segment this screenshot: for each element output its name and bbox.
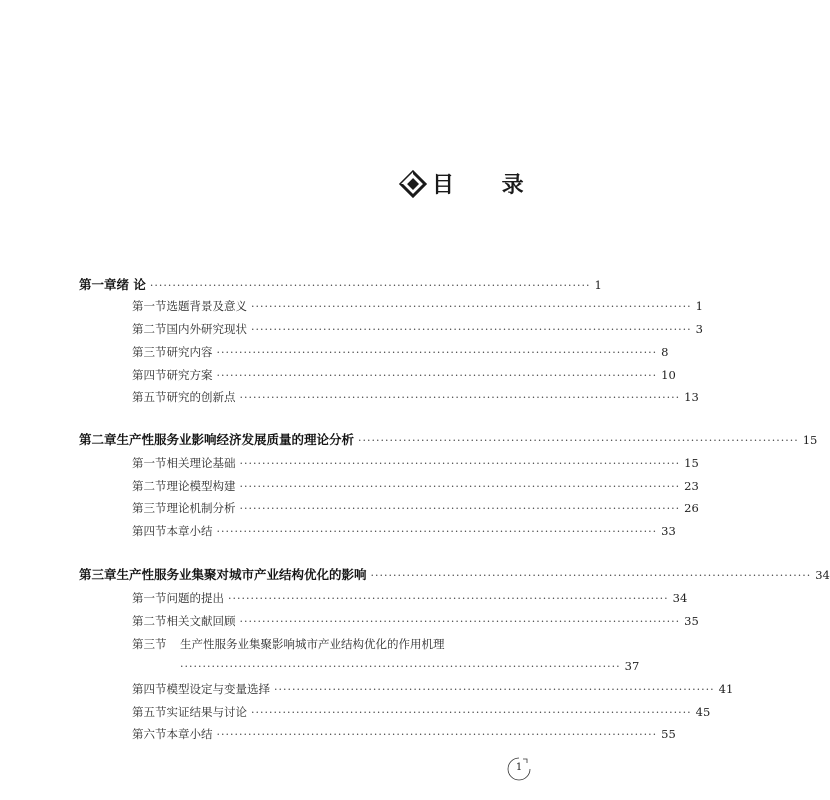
page-number: 1 <box>695 299 703 313</box>
page-number: 1 <box>594 278 602 292</box>
section-title: 研究方案 <box>166 368 213 382</box>
section-entry[interactable] <box>132 703 711 721</box>
chapter-number: 第二章 <box>79 432 117 447</box>
chapter-entry[interactable] <box>79 431 818 449</box>
leader-dots: ·································································································· <box>239 502 681 515</box>
page-number: 15 <box>684 456 699 470</box>
page-number: 13 <box>684 390 699 404</box>
section-title: 本章小结 <box>166 524 213 538</box>
page-folio <box>509 758 529 778</box>
section-title: 相关理论基础 <box>166 456 236 470</box>
section-entry[interactable] <box>132 725 676 743</box>
section-number: 第六节 <box>132 727 167 741</box>
leader-dots: ·································································································· <box>251 706 692 719</box>
leader-dots: ·································································································· <box>251 300 692 313</box>
page-number: 41 <box>718 682 734 696</box>
section-number: 第三节 <box>132 637 167 651</box>
section-title: 选题背景及意义 <box>166 299 247 313</box>
leader-dots: ·································································································· <box>274 683 715 696</box>
diamond-logo-icon <box>400 171 426 197</box>
page-number: 35 <box>684 614 699 628</box>
section-entry[interactable] <box>132 612 699 630</box>
page-number: 23 <box>684 479 699 493</box>
page-number: 10 <box>661 368 676 382</box>
page-number: 34 <box>815 568 830 582</box>
chapter-number: 第三章 <box>79 567 117 582</box>
leader-dots: ·································································································· <box>216 346 658 359</box>
section-entry[interactable] <box>132 680 734 698</box>
page-number: 34 <box>672 591 688 605</box>
page-number: 33 <box>661 524 676 538</box>
section-title: 问题的提出 <box>166 591 224 605</box>
section-title: 模型设定与变量选择 <box>166 682 270 696</box>
page-number: 26 <box>684 501 699 515</box>
section-title: 相关文献回顾 <box>166 614 236 628</box>
section-entry[interactable] <box>132 522 676 540</box>
page-number: 55 <box>661 727 676 741</box>
section-number: 第一节 <box>132 456 167 470</box>
section-entry[interactable] <box>132 388 699 406</box>
leader-dots: ·································································································· <box>228 592 669 605</box>
section-title: 研究内容 <box>166 345 213 359</box>
leader-dots: ·································································································· <box>149 279 591 292</box>
page-number: 45 <box>695 705 711 719</box>
section-number: 第五节 <box>132 705 167 719</box>
leader-dots: ·································································································· <box>216 369 658 382</box>
section-number: 第二节 <box>132 479 167 493</box>
section-entry[interactable] <box>132 454 699 472</box>
page-number: 8 <box>661 345 669 359</box>
chapter-title: 生产性服务业影响经济发展质量的理论分析 <box>116 432 355 447</box>
section-number: 第四节 <box>132 682 167 696</box>
section-title: 实证结果与讨论 <box>166 705 247 719</box>
section-number: 第四节 <box>132 524 167 538</box>
section-entry[interactable] <box>132 499 699 517</box>
leader-dots: ·································································································· <box>239 615 681 628</box>
leader-dots: ·································································································· <box>180 660 621 673</box>
page-number: 37 <box>624 659 640 673</box>
section-number: 第二节 <box>132 614 167 628</box>
leader-dots: ·································································································· <box>239 480 681 493</box>
section-number: 第三节 <box>132 501 167 515</box>
leader-dots: ·································································································· <box>370 569 812 582</box>
section-number: 第二节 <box>132 322 167 336</box>
section-entry[interactable] <box>132 635 489 653</box>
section-title: 理论机制分析 <box>166 501 236 515</box>
section-title: 生产性服务业集聚影响城市产业结构优化的作用机理 <box>180 637 445 651</box>
section-entry[interactable] <box>132 320 703 338</box>
leader-dots: ·································································································· <box>216 728 658 741</box>
toc-heading <box>400 168 544 199</box>
folio-number: 1 <box>515 762 523 773</box>
section-number: 第三节 <box>132 345 167 359</box>
leader-dots: ·································································································· <box>239 457 681 470</box>
chapter-title: 绪 论 <box>116 277 146 292</box>
chapter-entry[interactable] <box>79 276 602 294</box>
leader-dots: ·································································································· <box>358 434 799 447</box>
section-entry[interactable] <box>132 477 699 495</box>
section-number: 第五节 <box>132 390 167 404</box>
chapter-number: 第一章 <box>79 277 117 292</box>
section-entry[interactable] <box>132 343 669 361</box>
leader-dots: ·································································································· <box>251 323 692 336</box>
page-number: 3 <box>695 322 703 336</box>
section-number: 第四节 <box>132 368 167 382</box>
section-title: 国内外研究现状 <box>166 322 247 336</box>
section-entry[interactable] <box>132 366 676 384</box>
leader-dots: ·································································································· <box>239 391 681 404</box>
section-title: 理论模型构建 <box>166 479 236 493</box>
section-entry-continuation[interactable] <box>180 657 640 675</box>
section-entry[interactable] <box>132 297 703 315</box>
chapter-entry[interactable] <box>79 566 830 584</box>
section-title: 研究的创新点 <box>166 390 236 404</box>
section-number: 第一节 <box>132 299 167 313</box>
page-title: 目 录 <box>432 173 544 198</box>
section-entry[interactable] <box>132 589 688 607</box>
chapter-title: 生产性服务业集聚对城市产业结构优化的影响 <box>116 567 367 582</box>
page-number: 15 <box>802 433 818 447</box>
section-title: 本章小结 <box>166 727 213 741</box>
leader-dots: ·································································································· <box>216 525 658 538</box>
section-number: 第一节 <box>132 591 167 605</box>
